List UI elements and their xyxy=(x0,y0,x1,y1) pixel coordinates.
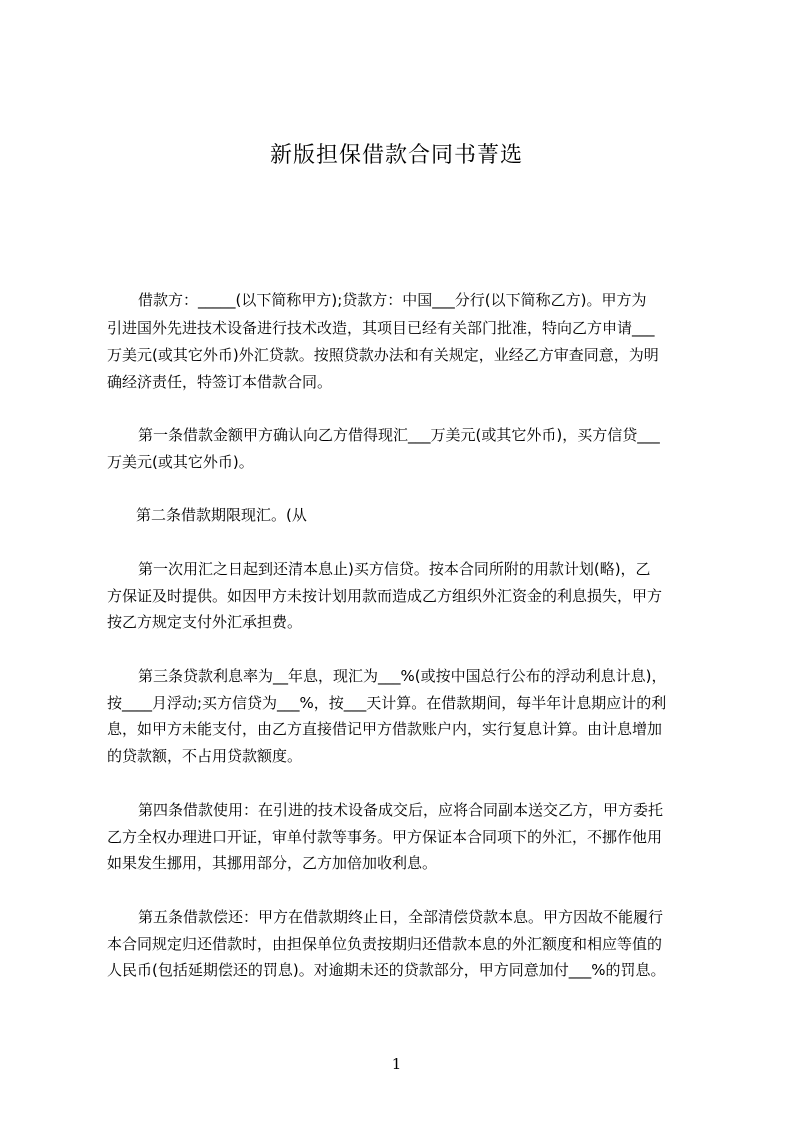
paragraph-line: 第一条借款金额甲方确认向乙方借得现汇___万美元(或其它外币)，买方信贷___ xyxy=(138,426,660,444)
paragraph-line: 万美元(或其它外币)。 xyxy=(107,453,254,471)
paragraph-line: 万美元(或其它外币)外汇贷款。按照贷款办法和有关规定，业经乙方审查同意，为明 xyxy=(107,346,659,364)
paragraph-line: 第二条借款期限现汇。(从 xyxy=(136,506,307,524)
paragraph-line: 如果发生挪用，其挪用部分，乙方加倍加收利息。 xyxy=(107,854,438,872)
page-number: 1 xyxy=(391,1055,402,1073)
paragraph-line: 确经济责任，特签订本借款合同。 xyxy=(107,373,333,391)
paragraph-line: 本合同规定归还借款时，由担保单位负责按期归还借款本息的外汇额度和相应等值的 xyxy=(107,935,663,953)
paragraph-line: 的贷款额，不占用贷款额度。 xyxy=(107,747,303,765)
paragraph-line: 引进国外先进技术设备进行技术改造，其项目已经有关部门批准，特向乙方申请___ xyxy=(107,319,655,337)
paragraph-line: 第一次用汇之日起到还清本息止)买方信贷。按本合同所附的用款计划(略)，乙 xyxy=(138,560,651,578)
paragraph-line: 按____月浮动;买方信贷为___%，按___天计算。在借款期间，每半年计息期应计的利 xyxy=(107,694,667,712)
paragraph-line: 第五条借款偿还：甲方在借款期终止日，全部清偿贷款本息。甲方因故不能履行 xyxy=(138,908,664,926)
paragraph-line: 人民币(包括延期偿还的罚息)。对逾期未还的贷款部分，甲方同意加付___%的罚息。 xyxy=(107,961,666,979)
paragraph-line: 借款方：_____(以下简称甲方);贷款方：中国___分行(以下简称乙方)。甲方为 xyxy=(138,291,647,309)
document-title: 新版担保借款合同书菁选 xyxy=(269,143,523,168)
paragraph-line: 息，如甲方未能支付，由乙方直接借记甲方借款账户内，实行复息计算。由计息增加 xyxy=(107,720,663,738)
paragraph-line: 第三条贷款利息率为__年息，现汇为___%(或按中国总行公布的浮动利息计息)， xyxy=(138,667,667,685)
paragraph-line: 乙方全权办理进口开证，审单付款等事务。甲方保证本合同项下的外汇，不挪作他用 xyxy=(107,828,663,846)
paragraph-line: 按乙方规定支付外汇承担费。 xyxy=(107,613,303,631)
paragraph-line: 第四条借款使用：在引进的技术设备成交后，应将合同副本送交乙方，甲方委托 xyxy=(138,801,664,819)
paragraph-line: 方保证及时提供。如因甲方未按计划用款而造成乙方组织外汇资金的利息损失，甲方 xyxy=(107,587,663,605)
